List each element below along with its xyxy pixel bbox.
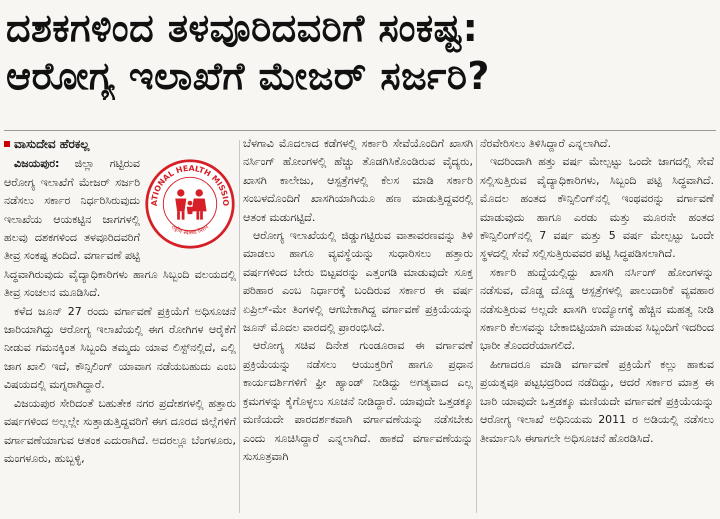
paragraph: ಹೀಗಾದರೂ ಮಾಡಿ ವರ್ಗಾವಣೆ ಪ್ರಕ್ರಿಯೆಗೆ ಕಲ್ಲು ಹಾಕುವ ಪ್ರಯತ್ನವೂ ಪಟ್ಟಭದ್ರರಿಂದ ನಡೆದಿದ್ದು, ಆದರೆ ಸರ್ಕಾರ ಮಾತ್ರ ಈ ಬಾರಿ ಯಾವುದೇ ಒತ್ತಡಕ್ಕೂ ಮಣಿಯದೇ ವರ್ಗಾವಣೆ ಪ್ರಕ್ರಿಯೆಯನ್ನು ಆರೋಗ್ಯ ಇಲಾಖೆ ಅಧಿನಿಯಮ 2011 ರ ಅಡಿಯಲ್ಲಿ ನಡೆಸಲು ತೀರ್ಮಾನಿಸಿ ಈಗಾಗಲೇ ಅಧಿಸೂಚನೆ ಹೊರಡಿಸಿದೆ. (480, 357, 714, 445)
dateline: ವಿಜಯಪುರ: (14, 157, 60, 171)
headline-line-2: ಆರೋಗ್ಯ ಇಲಾಖೆಗೆ ಮೇಜರ್ ಸರ್ಜರಿ? (6, 54, 490, 98)
byline-author: ವಾಸುದೇವ ಹೆರಕಲ್ಲ (14, 137, 90, 151)
column-separator (476, 140, 477, 513)
paragraph: ಸರ್ಕಾರಿ ಹುದ್ದೆಯಲ್ಲಿದ್ದು ಖಾಸಗಿ ನರ್ಸಿಂಗ್ ಹೋಂಗಳನ್ನು ನಡೆಸುವ, ದೊಡ್ಡ ದೊಡ್ಡ ಆಸ್ಪತ್ರೆಗಳಲ್ಲಿ ಪಾಲುದಾರಿಕೆ ವ್ಯವಹಾರ ನಡೆಸುತ್ತಿರುವ ಅಲ್ಲದೇ ಖಾಸಗಿ ಉದ್ಯೋಗಕ್ಕೆ ಹೆಚ್ಚಿನ ಮಹತ್ವ ನೀಡಿ ಸರ್ಕಾರಿ ಕೆಲಸವನ್ನು ಬೇಕಾಬಿಟ್ಟಿಯಾಗಿ ಮಾಡುವ ಸಿಬ್ಬಂದಿಗೆ ಇದರಿಂದ ಭಾರೀ ತೊಂದರೆಯಾಗಲಿದೆ. (480, 265, 714, 353)
nhm-logo-icon (144, 158, 236, 250)
paragraph: ವಿಜಯಪುರ: ಜಿಲ್ಲಾ ಗಟ್ಟಿರುವ ಆರೋಗ್ಯ ಇಲಾಖೆಗೆ ಮೇಜರ್ ಸರ್ಜರಿ ನಡೆಸಲು ಸರ್ಕಾರ ನಿರ್ಧರಿಸಿರುವುದು ಇಲಾಖೆಯ ಆಯಕಟ್ಟಿನ ಜಾಗಗಳಲ್ಲಿ ಹಲವು ದಶಕಗಳಿಂದ ತಳವೂರಿದವರಿಗೆ ತೀವ್ರ ಸಂಕಷ್ಟ ತಂದಿದೆ. ವರ್ಗಾವಣೆ ಪಟ್ಟಿ ಸಿದ್ಧವಾಗಿರುವುದು ವೈದ್ಯಾಧಿಕಾರಿಗಳು ಹಾಗೂ ಸಿಬ್ಬಂದಿ ವಲಯದಲ್ಲಿ ತೀವ್ರ ಸಂಚಲನ ಮೂಡಿಸಿದೆ. (4, 157, 236, 300)
column-separator (239, 140, 240, 513)
paragraph: ಇದರಿಂದಾಗಿ ಹತ್ತು ವರ್ಷ ಮೇಲ್ಪಟ್ಟು ಒಂದೇ ಜಾಗದಲ್ಲಿ ಸೇವೆ ಸಲ್ಲಿಸುತ್ತಿರುವ ವೈದ್ಯಾಧಿಕಾರಿಗಳು, ಸಿಬ್ಬಂದಿ ಪಟ್ಟಿ ಸಿದ್ಧವಾಗಿದೆ. ಮೊದಲ ಹಂತದ ಕೌನ್ಸಿಲಿಂಗ್‌ನಲ್ಲಿ ಇಂಥವರನ್ನು ವರ್ಗಾವಣೆ ಮಾಡುವುದು ಹಾಗೂ ಎರಡು ಮತ್ತು ಮೂರನೇ ಹಂತದ ಕೌನ್ಸಿಲಿಂಗ್‌ನಲ್ಲಿ 7 ವರ್ಷ ಮತ್ತು 5 ವರ್ಷ ಮೇಲ್ಪಟ್ಟು ಒಂದೇ ಸ್ಥಳದಲ್ಲಿ ಸೇವೆ ಸಲ್ಲಿಸುತ್ತಿರುವವರ ಪಟ್ಟಿ ಸಿದ್ಧಪಡಿಸಲಾಗಿದೆ. (480, 155, 714, 261)
headline-line-1: ದಶಕಗಳಿಂದ ತಳವೂರಿದವರಿಗೆ ಸಂಕಷ್ಟ: (6, 6, 479, 50)
paragraph: ಆರೋಗ್ಯ ಸಚಿವ ದಿನೇಶ ಗುಂಡೂರಾವ ಈ ವರ್ಗಾವಣೆ ಪ್ರಕ್ರಿಯೆಯನ್ನು ನಡೆಸಲು ಆಯುಕ್ತರಿಗೆ ಹಾಗೂ ಪ್ರಧಾನ ಕಾರ್ಯದರ್ಶಿಗಳಿಗೆ ಫ್ರೀ ಹ್ಯಾಂಡ್ ನೀಡಿದ್ದು ಅಗತ್ಯವಾದ ಎಲ್ಲ ಕ್ರಮಗಳನ್ನು ಕೈಗೊಳ್ಳಲು ಸೂಚನೆ ನೀಡಿದ್ದಾರೆ. ಯಾವುದೇ ಒತ್ತಡಕ್ಕೂ ಮಣಿಯದೇ ಪಾರದರ್ಶಕವಾಗಿ ವರ್ಗಾವಣೆಯನ್ನು ನಡೆಸಬೇಕು ಎಂದು ಸೂಚಿಸಿದ್ದಾರೆ ಎನ್ನಲಾಗಿದೆ. ಹಾಕದೆ ವರ್ಗಾವಣೆಯನ್ನು ಸುಸೂತ್ರವಾಗಿ (243, 339, 473, 463)
paragraph: ನೆರವೇರಿಸಲು ತಿಳಿಸಿದ್ದಾರೆ ಎನ್ನಲಾಗಿದೆ. (480, 137, 611, 150)
paragraph: ವಿಜಯಪುರ ಸೇರಿದಂತೆ ಬಹುತೇಕ ನಗರ ಪ್ರದೇಶಗಳಲ್ಲಿ ಹತ್ತಾರು ವರ್ಷಗಳಿಂದ ಅಲ್ಲಲ್ಲೇ ಸುತ್ತಾಡುತ್ತಿದ್ದವರಿಗೆ ಈಗ ದೂರದ ಜಿಲ್ಲೆಗಳಿಗೆ ವರ್ಗಾವಣೆಯಾಗುವ ಆತಂಕ ಎದುರಾಗಿದೆ. ಅದರಲ್ಲೂ ಬೆಂಗಳೂರು, ಮಂಗಳೂರು, ಹುಬ್ಬಳ್ಳಿ, (4, 396, 236, 465)
article-column-3 (480, 135, 714, 515)
paragraph: ಕಳೆದ ಜೂನ್ 27 ರಂದು ವರ್ಗಾವಣೆ ಪ್ರಕ್ರಿಯೆಗೆ ಅಧಿಸೂಚನೆ ಜಾರಿಯಾಗಿದ್ದು ಆರೋಗ್ಯ ಇಲಾಖೆಯಲ್ಲಿ ಈಗ ರೋಗಿಗಳ ಆರೈಕೆಗೆ ನೀಡುವ ಗಮನಕ್ಕಿಂತ ಸಿಬ್ಬಂದಿ ತಮ್ಮದು ಯಾವ ಲಿಸ್ಟ್‌ನಲ್ಲಿದೆ, ಎಲ್ಲಿ ಜಾಗ ಖಾಲಿ ಇದೆ, ಕೌನ್ಸಿಲಿಂಗ್ ಯಾವಾಗ ನಡೆಯಬಹುದು ಎಂಬ ವಿಷಯದಲ್ಲಿ ಮಗ್ನರಾಗಿದ್ದಾರೆ. (4, 304, 236, 392)
logo-text-bottom: राष्ट्रीय स्वास्थ्य मिशन (170, 224, 210, 238)
logo-text-top: ATIONAL HEALTH MISSIO (149, 164, 231, 207)
paragraph: ಬೆಳಗಾವಿ ಮೊದಲಾದ ಕಡೆಗಳಲ್ಲಿ ಸರ್ಕಾರಿ ಸೇವೆಯೊಂದಿಗೆ ಖಾಸಗಿ ನರ್ಸಿಂಗ್ ಹೋಂಗಳಲ್ಲಿ ಹೆಚ್ಚು ತೊಡಗಿಸಿಕೊಂಡಿರುವ ವೈದ್ಯರು, ಖಾಸಗಿ ಕಾಲೇಜು, ಆಸ್ಪತ್ರೆಗಳಲ್ಲಿ ಕೆಲಸ ಮಾಡಿ ಸರ್ಕಾರಿ ಸಂಬಳದೊಂದಿಗೆ ಖಾಸಗಿಯಾಗಿಯೂ ಹಣ ಮಾಡುತ್ತಿದ್ದವರಲ್ಲಿ ಆತಂಕ ಮಡುಗಟ್ಟಿದೆ. (243, 137, 473, 224)
nhm-logo (144, 158, 236, 250)
byline-bullet-icon (4, 141, 10, 147)
paragraph: ಆರೋಗ್ಯ ಇಲಾಖೆಯಲ್ಲಿ ಜಿಡ್ಡುಗಟ್ಟಿರುವ ವಾತಾವರಣವನ್ನು ತಿಳಿ ಮಾಡಲು ಹಾಗೂ ವ್ಯವಸ್ಥೆಯನ್ನು ಸುಧಾರಿಸಲು ಹತ್ತಾರು ವರ್ಷಗಳಿಂದ ಬೇರು ಬಿಟ್ಟವರನ್ನು ಎತ್ತಂಗಡಿ ಮಾಡುವುದೇ ಸೂಕ್ತ ಪರಿಹಾರ ಎಂಬ ನಿರ್ಧಾರಕ್ಕೆ ಬಂದಿರುವ ಸರ್ಕಾರ ಈ ವರ್ಷ ಏಪ್ರಿಲ್-ಮೇ ತಿಂಗಳಲ್ಲಿ ಆಗಬೇಕಾಗಿದ್ದ ವರ್ಗಾವಣೆ ಪ್ರಕ್ರಿಯೆಯನ್ನು ಜೂನ್ ಮೊದಲ ವಾರದಲ್ಲಿ ಪ್ರಾರಂಭಿಸಿದೆ. (243, 229, 473, 335)
headline (6, 4, 714, 100)
headline-rule (4, 130, 716, 131)
byline (4, 135, 236, 153)
article-column-1 (4, 135, 236, 515)
article-column-2 (243, 135, 473, 515)
